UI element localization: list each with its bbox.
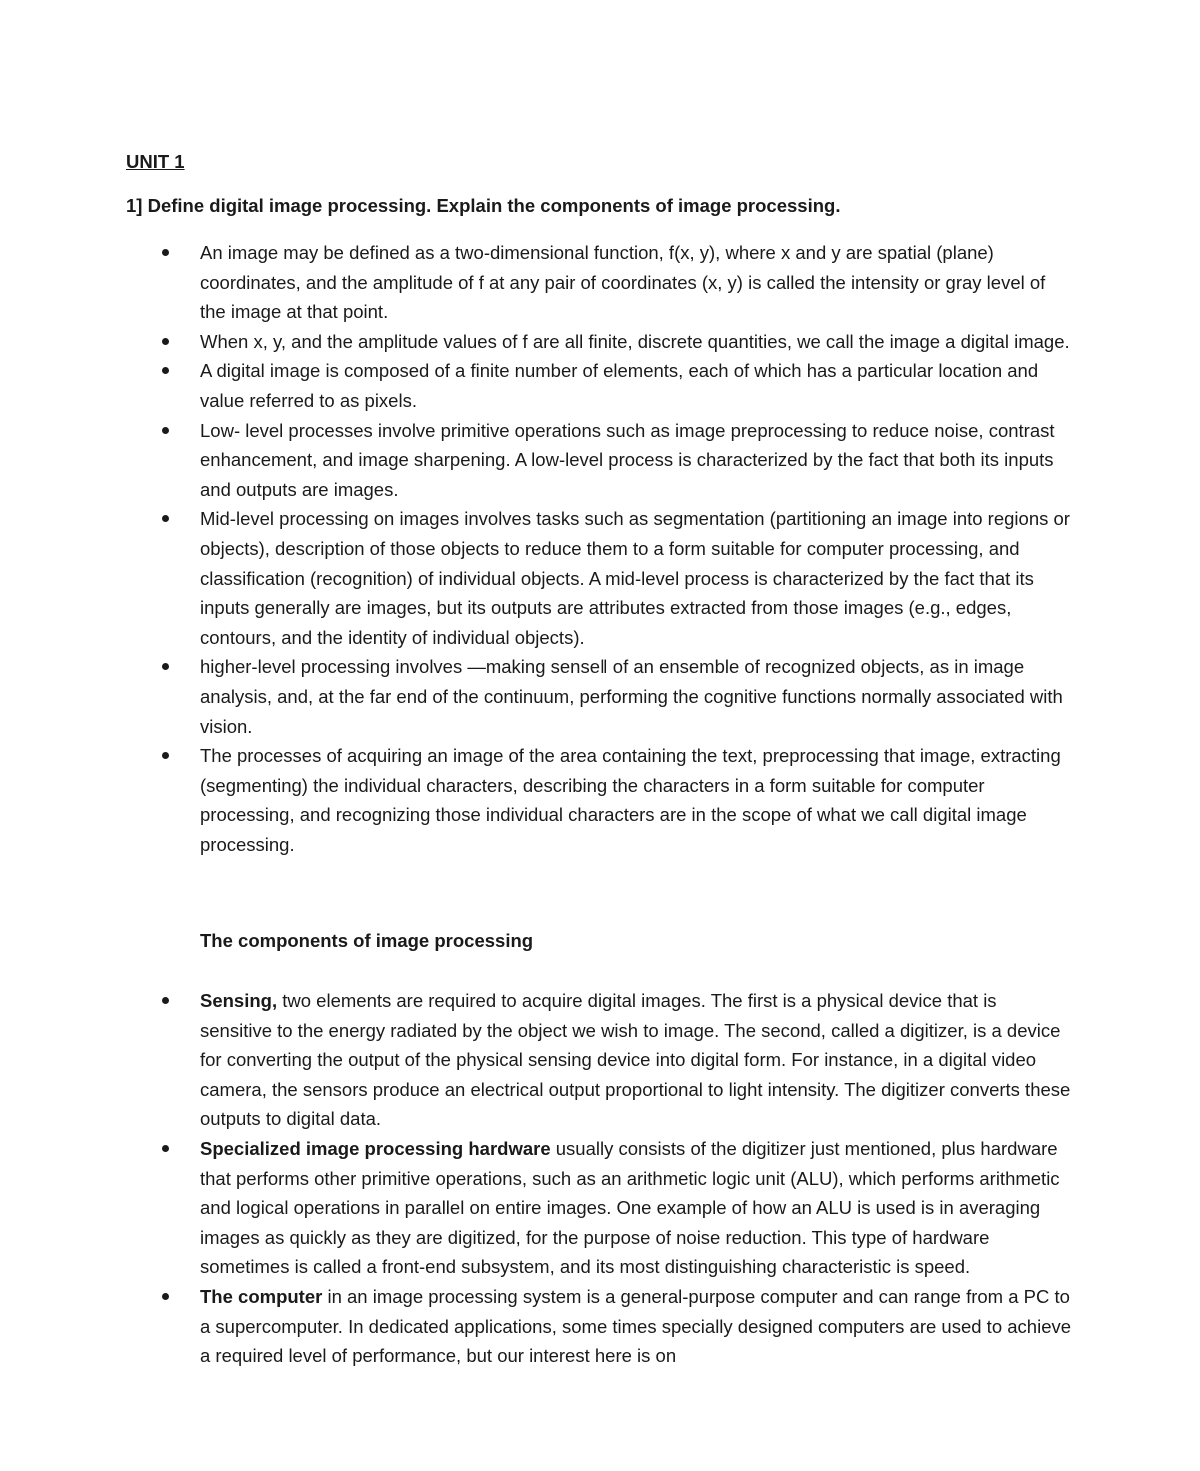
list-item xyxy=(0,504,1200,652)
bullet-icon xyxy=(162,249,169,256)
bullet-icon xyxy=(162,427,169,434)
bullet-icon xyxy=(162,663,169,670)
components-heading: The components of image processing xyxy=(200,930,534,951)
list-item xyxy=(0,238,1200,327)
bullet-icon xyxy=(162,338,169,345)
component-term: The computer xyxy=(200,1285,323,1307)
bullet-icon xyxy=(162,1293,169,1300)
list-item xyxy=(0,652,1200,741)
bullet-icon xyxy=(162,1145,169,1152)
bullet-icon xyxy=(162,752,169,759)
bullet-icon xyxy=(162,367,169,374)
list-item-text: higher-level processing involves ―making sense‖ of an ensemble of recognized objects, as in image analysis, and, at the far end of the continuum, performing the cognitive functions normally associated with vision. xyxy=(200,656,1063,737)
list-item xyxy=(0,416,1200,505)
question-heading: 1] Define digital image processing. Explain the components of image processing. xyxy=(126,195,841,216)
component-text: usually consists of the digitizer just mentioned, plus hardware that performs other primitive operations, such as an arithmetic logic unit (ALU), which performs arithmetic and logical operations in parallel on entire images. One example of how an ALU is used is in averaging images as quickly as they are digitized, for the purpose of noise reduction. This type of hardware sometimes is called a front-end subsystem, and its most distinguishing characteristic is speed. xyxy=(200,1137,1060,1278)
list-item xyxy=(0,1282,1200,1371)
list-item-text: An image may be defined as a two-dimensional function, f(x, y), where x and y are spatial (plane) coordinates, and the amplitude of f at any pair of coordinates (x, y) is called the intensity or gray level of the image at that point. xyxy=(200,242,1046,323)
list-item-text: Low- level processes involve primitive operations such as image preprocessing to reduce noise, contrast enhancement, and image sharpening. A low-level process is characterized by the fact that both its inputs and outputs are images. xyxy=(200,419,1055,500)
bullet-icon xyxy=(162,997,169,1004)
list-item-text: The processes of acquiring an image of the area containing the text, preprocessing that image, extracting (segmenting) the individual characters, describing the characters in a form suitable for computer processing, and recognizing those individual characters are in the scope of what we call digital image processing. xyxy=(200,745,1061,855)
component-term: Sensing, xyxy=(200,990,278,1011)
unit-title: UNIT 1 xyxy=(126,151,185,172)
list-item xyxy=(0,741,1200,859)
list-item xyxy=(0,986,1200,1134)
definition-list xyxy=(0,238,1200,859)
list-item xyxy=(0,1134,1200,1282)
components-list xyxy=(0,986,1200,1371)
component-text: two elements are required to acquire digital images. The first is a physical device that is sensitive to the energy radiated by the object we wish to image. The second, called a digitizer, is a device for converting the output of the physical sensing device into digital form. For instance, in a digital video camera, the sensors produce an electrical output proportional to light intensity. The digitizer converts these outputs to digital data. xyxy=(200,990,1071,1130)
list-item-text: A digital image is composed of a finite number of elements, each of which has a particular location and value referred to as pixels. xyxy=(200,360,1039,411)
list-item-text: When x, y, and the amplitude values of f are all finite, discrete quantities, we call the image a digital image. xyxy=(200,330,1070,352)
component-term: Specialized image processing hardware xyxy=(200,1137,551,1159)
list-item-text: Mid-level processing on images involves tasks such as segmentation (partitioning an image into regions or objects), description of those objects to reduce them to a form suitable for computer processing, and classification (recognition) of individual objects. A mid-level process is characterized by the fact that its inputs generally are images, but its outputs are attributes extracted from those images (e.g., edges, contours, and the identity of individual objects). xyxy=(200,508,1070,648)
bullet-icon xyxy=(162,515,169,522)
list-item xyxy=(0,356,1200,415)
component-text: in an image processing system is a general-purpose computer and can range from a PC to a supercomputer. In dedicated applications, some times specially designed computers are used to achieve a required level of performance, but our interest here is on xyxy=(200,1285,1072,1367)
list-item xyxy=(0,327,1200,357)
